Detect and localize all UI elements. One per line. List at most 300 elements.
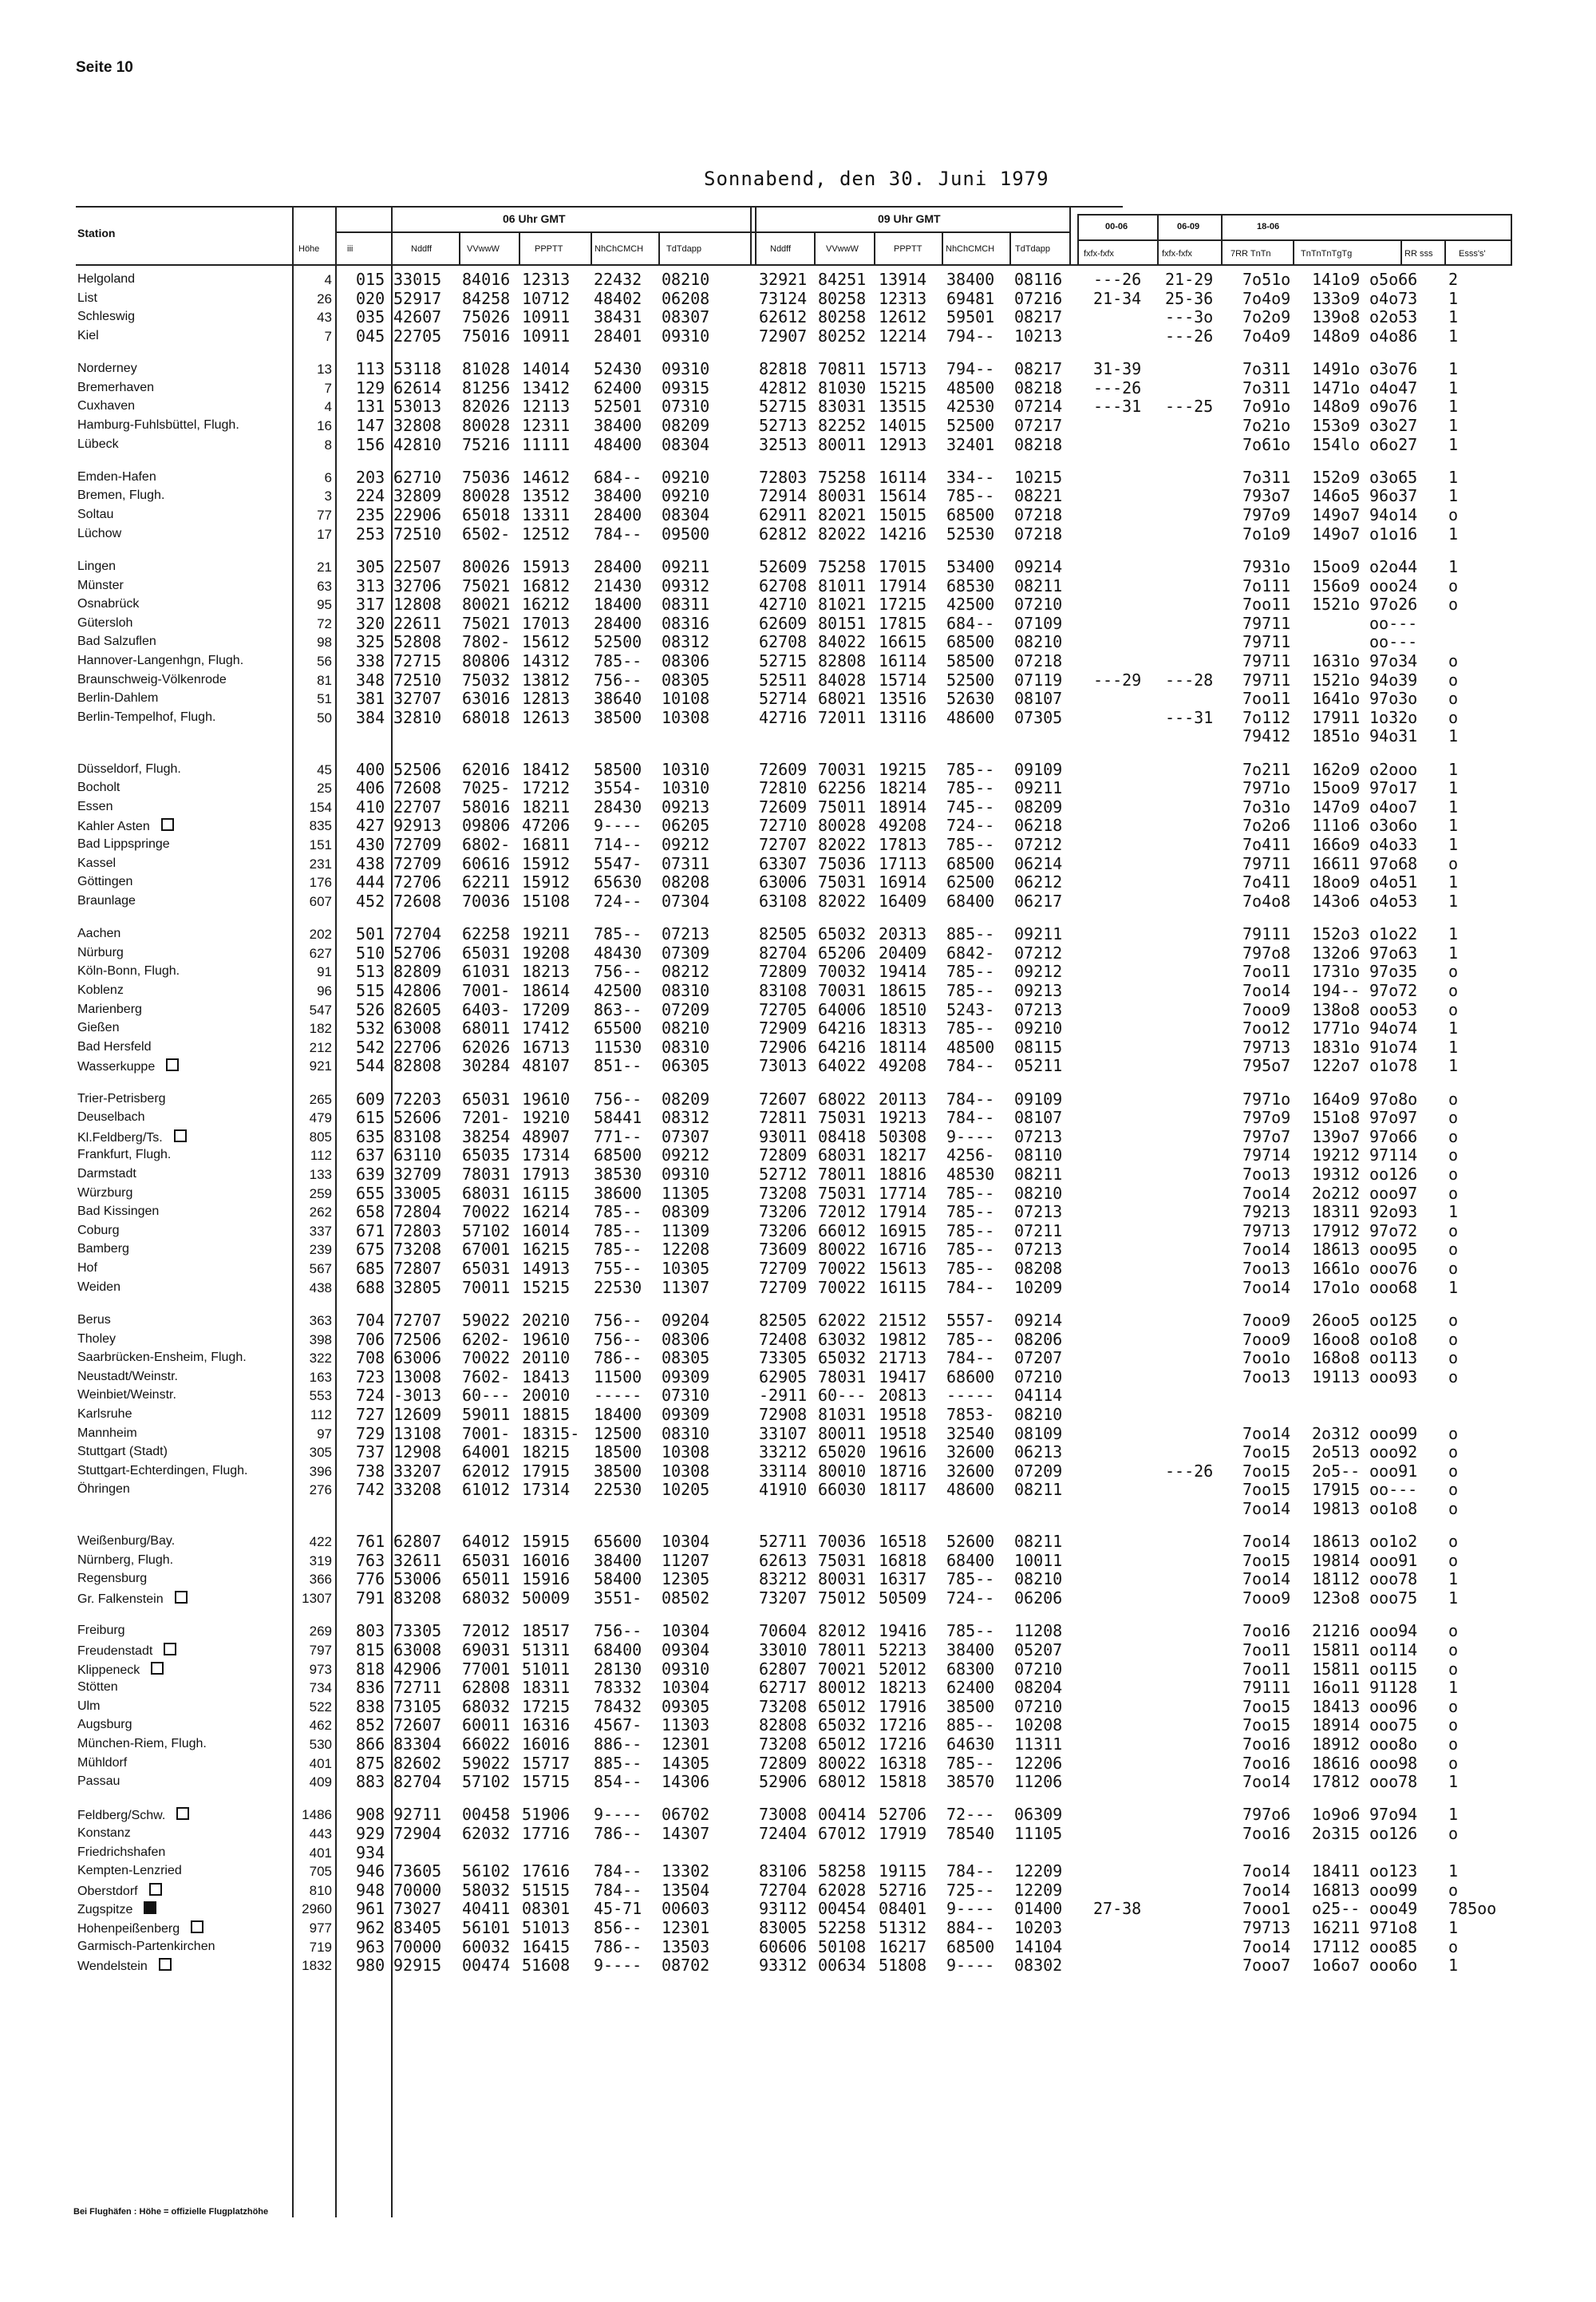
extreme-value: 154lo <box>1312 434 1361 454</box>
obs09-value: 83031 <box>818 397 867 417</box>
extreme-value: o3o65 <box>1369 467 1418 487</box>
obs09-value: 49208 <box>879 1056 927 1076</box>
obs09-value: 42812 <box>759 378 808 398</box>
extreme-value: ooo78 <box>1369 1569 1418 1589</box>
obs06-value: 10304 <box>662 1532 710 1552</box>
header-sub-e: Esss's' <box>1459 249 1486 259</box>
obs06-value: 18215 <box>522 1442 571 1462</box>
obs06-value: 82704 <box>393 1772 442 1792</box>
extreme-value: 1771o <box>1312 1018 1361 1038</box>
obs06-value: 18413 <box>522 1367 571 1386</box>
station-name: Wasserkuppe <box>77 1060 156 1074</box>
obs06-value: 73305 <box>393 1621 442 1641</box>
obs06-value: 77001 <box>462 1659 511 1679</box>
obs09-value: 51808 <box>879 1956 927 1976</box>
obs06-value: 14306 <box>662 1772 710 1792</box>
extreme-value: 795o7 <box>1242 1056 1291 1076</box>
obs06-value: 08307 <box>662 307 710 327</box>
obs06-value: 72804 <box>393 1202 442 1222</box>
obs06-value: 65018 <box>462 505 511 524</box>
obs09-value: 785-- <box>946 1183 995 1203</box>
obs09-value: 68530 <box>946 576 995 595</box>
obs09-value: 09212 <box>1014 962 1063 982</box>
extreme-value: 19312 <box>1312 1165 1361 1184</box>
obs09-value: 19616 <box>879 1442 927 1462</box>
extreme-value: 1851o <box>1312 726 1361 746</box>
obs06-value: 13311 <box>522 505 571 524</box>
extreme-value: ooo91 <box>1369 1550 1418 1570</box>
obs06-value: 50009 <box>522 1588 571 1608</box>
obs09-value: 32513 <box>759 434 808 454</box>
obs06-value: 68031 <box>462 1183 511 1203</box>
extreme-value: 156o9 <box>1312 576 1361 595</box>
obs06-value: 75026 <box>462 307 511 327</box>
station-index: 542 <box>356 1037 385 1057</box>
extreme-value: 2o315 <box>1312 1824 1361 1843</box>
gust-0609: 25-36 <box>1165 288 1214 308</box>
extreme-value: o2o53 <box>1369 307 1418 327</box>
obs06-value: 08312 <box>662 632 710 652</box>
extreme-value: 2o5-- <box>1312 1461 1361 1481</box>
extreme-value: o25-- <box>1312 1899 1361 1919</box>
obs06-value: 62808 <box>462 1678 511 1698</box>
station-name: Coburg <box>77 1223 120 1237</box>
extreme-value: 97o3o <box>1369 689 1418 709</box>
extreme-value: 797o8 <box>1242 943 1291 963</box>
extreme-value: 1731o <box>1312 962 1361 982</box>
table-row <box>0 326 1596 346</box>
table-row <box>0 1424 1596 1443</box>
extreme-value: 1 <box>1448 1772 1459 1792</box>
obs09-value: 06214 <box>1014 853 1063 873</box>
obs09-value: 62256 <box>818 778 867 798</box>
obs09-value: 684-- <box>946 613 995 633</box>
extreme-value: 7oo15 <box>1242 1696 1291 1716</box>
extreme-value: 785oo <box>1448 1899 1497 1919</box>
extreme-value: 148o9 <box>1312 326 1361 346</box>
table-row <box>0 924 1596 943</box>
extreme-value: 18oo9 <box>1312 872 1361 892</box>
obs09-value: 72809 <box>759 1753 808 1773</box>
station-index: 444 <box>356 872 385 892</box>
obs06-value: 16014 <box>522 1220 571 1240</box>
obs09-value: 72011 <box>818 707 867 727</box>
obs06-value: 16016 <box>522 1734 571 1754</box>
gust-0006: ---31 <box>1093 397 1142 417</box>
obs09-value: 13116 <box>879 707 927 727</box>
table-row <box>0 576 1596 595</box>
extreme-value: 97o26 <box>1369 595 1418 615</box>
station-hoehe: 154 <box>309 799 332 815</box>
station-index: 815 <box>356 1639 385 1659</box>
obs09-value: 18615 <box>879 980 927 1000</box>
obs09-value: 16409 <box>879 891 927 911</box>
obs06-value: 3554- <box>594 778 642 798</box>
extreme-value: 7oo13 <box>1242 1165 1291 1184</box>
obs06-value: 09310 <box>662 326 710 346</box>
extreme-value: 1 <box>1448 1018 1459 1038</box>
obs09-value: 12206 <box>1014 1753 1063 1773</box>
obs06-value: 15916 <box>522 1569 571 1589</box>
station-hoehe: 547 <box>309 1002 332 1018</box>
obs06-value: 64001 <box>462 1442 511 1462</box>
obs06-value: 63008 <box>393 1018 442 1038</box>
station-name: Aachen <box>77 927 121 941</box>
obs09-value: 18914 <box>879 797 927 817</box>
obs06-value: 72707 <box>393 1310 442 1330</box>
obs09-value: 08210 <box>1014 632 1063 652</box>
obs06-value: 12512 <box>522 524 571 544</box>
obs06-value: 14612 <box>522 467 571 487</box>
extreme-value: 7oo14 <box>1242 1880 1291 1900</box>
obs09-value: 10208 <box>1014 1715 1063 1735</box>
obs09-value: 75012 <box>818 1588 867 1608</box>
obs09-value: 4256- <box>946 1145 995 1165</box>
obs06-value: 65031 <box>462 1259 511 1278</box>
extreme-value: 1641o <box>1312 689 1361 709</box>
station-index: 708 <box>356 1348 385 1368</box>
station-name: Bad Kissingen <box>77 1204 160 1219</box>
station-name: Osnabrück <box>77 597 140 611</box>
obs06-value: 756-- <box>594 1621 642 1641</box>
extreme-value: o4o51 <box>1369 872 1418 892</box>
extreme-value: 166o9 <box>1312 835 1361 854</box>
extreme-value: 132o6 <box>1312 943 1361 963</box>
station-name: Freudenstadt <box>77 1643 153 1658</box>
obs09-value: 80011 <box>818 1423 867 1443</box>
extreme-value: oo115 <box>1369 1659 1418 1679</box>
obs09-value: 72607 <box>759 1089 808 1109</box>
extreme-value: 1631o <box>1312 651 1361 670</box>
obs09-value: 63307 <box>759 853 808 873</box>
station-index: 961 <box>356 1899 385 1919</box>
obs09-value: 70811 <box>818 359 867 379</box>
obs09-value: 15015 <box>879 505 927 524</box>
table-row <box>0 1640 1596 1659</box>
station-hoehe: 212 <box>309 1039 332 1055</box>
extreme-value: o3o76 <box>1369 359 1418 379</box>
station-hoehe: 96 <box>317 983 332 999</box>
obs06-value: 82808 <box>393 1056 442 1076</box>
extreme-value: o <box>1448 505 1459 524</box>
obs06-value: 62016 <box>462 759 511 779</box>
obs06-value: 784-- <box>594 524 642 544</box>
extreme-value: 16o11 <box>1312 1678 1361 1698</box>
extreme-value: o <box>1448 1442 1459 1462</box>
obs06-value: 08210 <box>662 270 710 289</box>
obs09-value: 64216 <box>818 1018 867 1038</box>
station-name: Saarbrücken-Ensheim, Flugh. <box>77 1351 247 1365</box>
obs09-value: 38400 <box>946 270 995 289</box>
extreme-value: 7o61o <box>1242 434 1291 454</box>
obs09-value: 784-- <box>946 1056 995 1076</box>
obs06-value: 70022 <box>462 1202 511 1222</box>
obs06-value: 92711 <box>393 1805 442 1825</box>
extreme-value: 15oo9 <box>1312 556 1361 576</box>
obs06-value: 16214 <box>522 1202 571 1222</box>
obs06-value: 30284 <box>462 1056 511 1076</box>
extreme-value: o <box>1448 1240 1459 1260</box>
extreme-value: oo125 <box>1369 1310 1418 1330</box>
obs06-value: 13302 <box>662 1861 710 1881</box>
station-hoehe: 13 <box>317 362 332 378</box>
obs09-value: 33114 <box>759 1461 808 1481</box>
header-sub-0609: fxfx-fxfx <box>1162 249 1192 259</box>
station-index: 934 <box>356 1842 385 1862</box>
table-row <box>0 1165 1596 1184</box>
station-index: 875 <box>356 1753 385 1773</box>
obs09-value: 52530 <box>946 524 995 544</box>
obs09-value: 16114 <box>879 467 927 487</box>
obs09-value: 82704 <box>759 943 808 963</box>
obs09-value: 07213 <box>1014 1240 1063 1260</box>
obs06-value: 17915 <box>522 1461 571 1481</box>
obs06-value: 63016 <box>462 689 511 709</box>
obs06-value: 80028 <box>462 415 511 435</box>
extreme-value: 21216 <box>1312 1621 1361 1641</box>
obs06-value: 75216 <box>462 434 511 454</box>
obs06-value: 62032 <box>462 1824 511 1843</box>
obs09-value: 32401 <box>946 434 995 454</box>
station-name: Würzburg <box>77 1185 133 1200</box>
station-hoehe: 98 <box>317 635 332 651</box>
obs09-value: 72705 <box>759 999 808 1019</box>
extreme-value: ooo49 <box>1369 1899 1418 1919</box>
extreme-value: 151o8 <box>1312 1108 1361 1128</box>
obs06-value: 72807 <box>393 1259 442 1278</box>
obs09-value: 83108 <box>759 980 808 1000</box>
extreme-value: o <box>1448 980 1459 1000</box>
extreme-value: 18912 <box>1312 1734 1361 1754</box>
obs06-value: 16212 <box>522 595 571 615</box>
extreme-value: 123o8 <box>1312 1588 1361 1608</box>
obs09-value: 5243- <box>946 999 995 1019</box>
obs09-value: 48600 <box>946 1480 995 1500</box>
station-name: Bad Hersfeld <box>77 1039 152 1054</box>
obs06-value: 13812 <box>522 670 571 690</box>
obs06-value: 08502 <box>662 1588 710 1608</box>
obs09-value: 52706 <box>879 1805 927 1825</box>
obs09-value: 78011 <box>818 1639 867 1659</box>
extreme-value: 1 <box>1448 288 1459 308</box>
station-index: 737 <box>356 1442 385 1462</box>
station-index: 224 <box>356 486 385 506</box>
obs06-value: 75021 <box>462 576 511 595</box>
obs06-value: 80026 <box>462 556 511 576</box>
extreme-value: 7oo1o <box>1242 1348 1291 1368</box>
obs09-value: 09109 <box>1014 1089 1063 1109</box>
obs06-value: 4567- <box>594 1715 642 1735</box>
obs06-value: 756-- <box>594 962 642 982</box>
obs09-value: 745-- <box>946 797 995 817</box>
obs06-value: 81028 <box>462 359 511 379</box>
extreme-value: 97o63 <box>1369 943 1418 963</box>
obs06-value: 756-- <box>594 1089 642 1109</box>
obs06-value: 68018 <box>462 707 511 727</box>
obs06-value: 68032 <box>462 1696 511 1716</box>
extreme-value: 1491o <box>1312 359 1361 379</box>
station-hoehe: 705 <box>309 1864 332 1880</box>
extreme-value: o5o66 <box>1369 270 1418 289</box>
obs06-value: 7025- <box>462 778 511 798</box>
obs09-value: 785-- <box>946 962 995 982</box>
extreme-value: 1 <box>1448 778 1459 798</box>
obs09-value: 62911 <box>759 505 808 524</box>
station-hoehe: 401 <box>309 1755 332 1771</box>
obs09-value: 62612 <box>759 307 808 327</box>
station-hoehe: 1832 <box>302 1958 332 1974</box>
obs06-value: 21430 <box>594 576 642 595</box>
obs06-value: 08312 <box>662 1108 710 1128</box>
obs09-value: 52630 <box>946 689 995 709</box>
obs09-value: 13515 <box>879 397 927 417</box>
obs06-value: 82605 <box>393 999 442 1019</box>
mountain-station-marker-icon <box>149 1883 162 1896</box>
obs09-value: 15714 <box>879 670 927 690</box>
table-row <box>0 1659 1596 1679</box>
extreme-value: 1 <box>1448 1956 1459 1976</box>
obs06-value: 70011 <box>462 1277 511 1297</box>
obs09-value: 82505 <box>759 1310 808 1330</box>
obs06-value: 09305 <box>662 1696 710 1716</box>
obs09-value: 16114 <box>879 651 927 670</box>
obs09-value: 785-- <box>946 1018 995 1038</box>
station-hoehe: 51 <box>317 691 332 707</box>
station-name: Cuxhaven <box>77 399 136 413</box>
obs09-value: 52213 <box>879 1639 927 1659</box>
obs06-value: 5547- <box>594 853 642 873</box>
station-hoehe: 366 <box>309 1572 332 1588</box>
station-hoehe: 422 <box>309 1534 332 1550</box>
extreme-value: 79711 <box>1242 651 1291 670</box>
obs06-value: 10911 <box>522 326 571 346</box>
obs09-value: 14104 <box>1014 1936 1063 1956</box>
header-06-nddff: Nddff <box>411 244 433 254</box>
obs09-value: 68022 <box>818 1089 867 1109</box>
extreme-value: 1 <box>1448 467 1459 487</box>
obs06-value: 09210 <box>662 467 710 487</box>
obs06-value: 12613 <box>522 707 571 727</box>
station-hoehe: 553 <box>309 1388 332 1404</box>
obs06-value: 72709 <box>393 835 442 854</box>
obs09-value: 42500 <box>946 595 995 615</box>
station-index: 515 <box>356 980 385 1000</box>
extreme-value: 7oo14 <box>1242 1861 1291 1881</box>
extreme-value: 79412 <box>1242 726 1291 746</box>
table-row <box>0 1956 1596 1975</box>
obs06-value: 48402 <box>594 288 642 308</box>
obs09-value: 72609 <box>759 759 808 779</box>
header-09-nddff: Nddff <box>770 244 792 254</box>
obs06-value: 15715 <box>522 1772 571 1792</box>
extreme-value: o <box>1448 1532 1459 1552</box>
extreme-value: 1 <box>1448 1861 1459 1881</box>
extreme-value: o <box>1448 1259 1459 1278</box>
extreme-value: o6o27 <box>1369 434 1418 454</box>
extreme-value: o3o6o <box>1369 816 1418 836</box>
obs09-value: 08209 <box>1014 797 1063 817</box>
obs06-value: 09312 <box>662 576 710 595</box>
extreme-value: 147o9 <box>1312 797 1361 817</box>
table-row <box>0 1108 1596 1127</box>
extreme-value: 7o1o9 <box>1242 524 1291 544</box>
extreme-value: 94o39 <box>1369 670 1418 690</box>
obs06-value: 08311 <box>662 595 710 615</box>
extreme-value: o <box>1448 1220 1459 1240</box>
extreme-value: o <box>1448 1498 1459 1518</box>
obs06-value: 10308 <box>662 707 710 727</box>
table-row <box>0 1937 1596 1956</box>
obs06-value: 38431 <box>594 307 642 327</box>
table-row <box>0 1918 1596 1937</box>
extreme-value: o <box>1448 962 1459 982</box>
extreme-value: 18616 <box>1312 1753 1361 1773</box>
station-name: Bocholt <box>77 781 120 795</box>
obs09-value: 17216 <box>879 1715 927 1735</box>
extreme-value: ooo6o <box>1369 1956 1418 1976</box>
station-hoehe: 835 <box>309 818 332 834</box>
obs09-value: 07210 <box>1014 1367 1063 1386</box>
station-index: 384 <box>356 707 385 727</box>
obs09-value: 82012 <box>818 1621 867 1641</box>
obs06-value: 786-- <box>594 1348 642 1368</box>
extreme-value: o <box>1448 1089 1459 1109</box>
gust-0609: ---26 <box>1165 1461 1214 1481</box>
obs09-value: 16317 <box>879 1569 927 1589</box>
obs06-value: 38254 <box>462 1126 511 1146</box>
obs09-value: 17914 <box>879 576 927 595</box>
obs09-value: 72707 <box>759 835 808 854</box>
obs09-value: 62905 <box>759 1367 808 1386</box>
obs09-value: 11206 <box>1014 1772 1063 1792</box>
obs06-value: 17913 <box>522 1165 571 1184</box>
obs06-value: 08309 <box>662 1202 710 1222</box>
obs09-value: 65012 <box>818 1696 867 1716</box>
extreme-value: 7oo11 <box>1242 689 1291 709</box>
obs06-value: 70000 <box>393 1880 442 1900</box>
obs09-value: 19518 <box>879 1404 927 1424</box>
extreme-value: oo114 <box>1369 1639 1418 1659</box>
obs06-value: 28401 <box>594 326 642 346</box>
station-hoehe: 262 <box>309 1204 332 1220</box>
station-name: Gr. Falkenstein <box>77 1592 164 1606</box>
obs06-value: 07304 <box>662 891 710 911</box>
extreme-value: 97o8o <box>1369 1089 1418 1109</box>
obs09-value: 08302 <box>1014 1956 1063 1976</box>
obs09-value: 63006 <box>759 872 808 892</box>
station-index: 706 <box>356 1329 385 1349</box>
extreme-value: o3o27 <box>1369 415 1418 435</box>
gust-0609: ---25 <box>1165 397 1214 417</box>
obs06-value: 9---- <box>594 816 642 836</box>
obs06-value: 73105 <box>393 1696 442 1716</box>
extreme-value: 1 <box>1448 872 1459 892</box>
obs06-value: 62614 <box>393 378 442 398</box>
extreme-value: 1 <box>1448 1588 1459 1608</box>
obs09-value: 785-- <box>946 980 995 1000</box>
station-index: 609 <box>356 1089 385 1109</box>
header-0006: 00-06 <box>1105 222 1128 231</box>
station-hoehe: 401 <box>309 1845 332 1861</box>
gust-0006: 31-39 <box>1093 359 1142 379</box>
obs09-value: 62708 <box>759 632 808 652</box>
extreme-value: 149o7 <box>1312 524 1361 544</box>
station-hoehe: 7 <box>324 328 332 344</box>
obs09-value: 08206 <box>1014 1329 1063 1349</box>
extreme-value: 7o2o6 <box>1242 816 1291 836</box>
obs09-value: 78031 <box>818 1367 867 1386</box>
obs06-value: 13108 <box>393 1423 442 1443</box>
